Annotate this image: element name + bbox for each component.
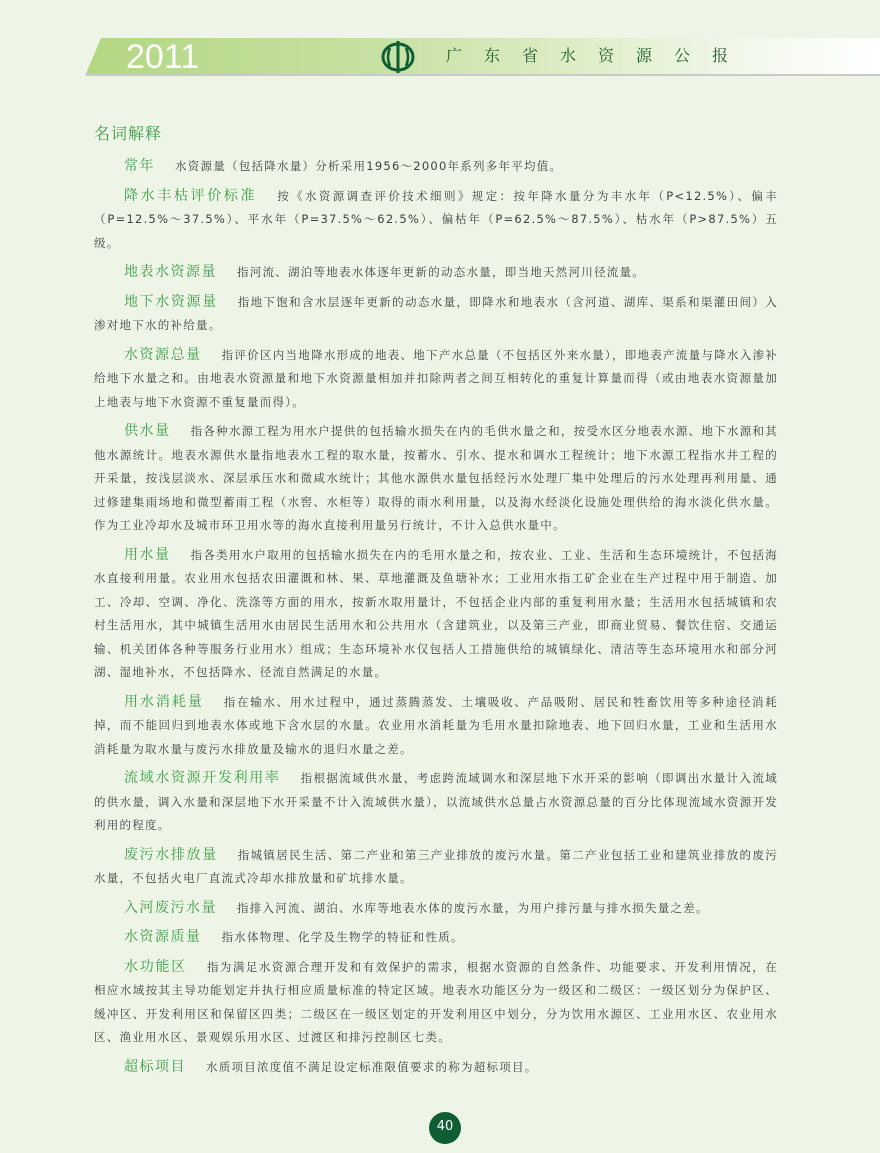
glossary-definition: 指各类用水户取用的包括输水损失在内的毛用水量之和，按农业、工业、生活和生态环境统计，不包括海水直接利用量。农业用水包括农田灌溉和林、果、草地灌溉及鱼塘补水；工业用水指工矿企业在生产过程中用于制造、加工、冷却、空调、净化、洗涤等方面的用水，按新水取用量计，不包括企业内部的重复利用水量；生活用水包括城镇和农村生活用水，其中城镇生活用水由居民生活用水和公共用水（含建筑业，以及第三产业，即商业贸易、餐饮住宿、交通运输、机关团体各种等服务行业用水）组成；生态环境补水仅包括人工措施供给的城镇绿化、清洁等生态环境用水和部分河湖、湿地补水，不包括降水、径流自然满足的水量。 — [94, 547, 778, 679]
glossary-entry — [94, 897, 778, 921]
glossary-entry — [94, 155, 778, 179]
glossary-term: 废污水排放量 — [124, 846, 218, 863]
header-title: 广东省水资源公报 — [446, 46, 751, 65]
glossary-entry — [94, 926, 778, 950]
glossary-entry — [94, 261, 778, 285]
water-resources-logo-icon — [381, 40, 415, 74]
glossary-definition: 指地下饱和含水层逐年更新的动态水量，即降水和地表水（含河道、湖库、渠系和渠灌田间）入渗对地下水的补给量。 — [94, 294, 778, 332]
glossary-entry — [94, 956, 778, 1050]
glossary-entry — [94, 844, 778, 891]
section-title: 名词解释 — [94, 124, 163, 143]
glossary-term: 供水量 — [124, 423, 171, 439]
glossary-definition: 指各种水源工程为用水户提供的包括输水损失在内的毛供水量之和，按受水区分地表水源、地下水源和其他水源统计。地表水源供水量指地表水工程的取水量，按蓄水、引水、提水和调水工程统计；地下水源工程指水井工程的开采量，按浅层淡水、深层承压水和微咸水统计；其他水源供水量包括经污水处理厂集中处理后的污水处理再利用量、通过修建集雨场地和微型蓄雨工程（水窖、水柜等）取得的雨水利用量，以及海水经淡化设施处理供给的海水淡化供水量。作为工业冷却水及城市环卫用水等的海水直接利用量另行统计，不计入总供水量中。 — [94, 424, 778, 532]
glossary-definition: 指为满足水资源合理开发和有效保护的需求，根据水资源的自然条件、功能要求、开发利用情况，在相应水域按其主导功能划定并执行相应质量标准的特定区域。地表水功能区分为一级区和二级区：一级区划分为保护区、缓冲区、开发利用区和保留区四类；二级区在一级区划定的开发利用区中划分，分为饮用水源区、工业用水区、农业用水区、渔业用水区、景观娱乐用水区、过渡区和排污控制区七类。 — [94, 959, 778, 1044]
glossary-term: 流域水资源开发利用率 — [124, 770, 281, 786]
glossary-definition: 按《水资源调查评价技术细则》规定：按年降水量分为丰水年（P<12.5%）、偏丰（P=12.5%～37.5%）、平水年（P=37.5%～62.5%）、偏枯年（P=62.5%～87.5%）、枯水年（P>87.5%）五级。 — [94, 188, 778, 250]
header-year: 2011 — [126, 38, 200, 76]
glossary-term: 常年 — [124, 158, 155, 174]
glossary-term: 超标项目 — [124, 1058, 186, 1075]
page-number: 40 — [429, 1112, 461, 1144]
glossary-term: 入河废污水量 — [124, 899, 217, 916]
glossary-term: 水功能区 — [124, 958, 187, 975]
glossary-entry — [94, 185, 778, 256]
glossary-definition: 指水体物理、化学及生物学的特征和性质。 — [221, 930, 464, 944]
glossary-definition: 指城镇居民生活、第二产业和第三产业排放的废污水量。第二产业包括工业和建筑业排放的废污水量，不包括火电厂直流式冷却水排放量和矿坑排水量。 — [94, 847, 778, 885]
glossary-entry — [94, 767, 778, 838]
glossary-term: 用水消耗量 — [124, 693, 204, 710]
glossary-entry — [94, 291, 778, 338]
glossary-term: 用水量 — [124, 546, 171, 563]
glossary-definition: 指根据流域供水量，考虑跨流域调水和深层地下水开采的影响（即调出水量计入流域的供水量，调入水量和深层地下水开采量不计入流域供水量），以流域供水总量占水资源总量的百分比体现流域水资源开发利用的程度。 — [94, 771, 778, 832]
glossary-term: 水资源总量 — [124, 346, 202, 363]
glossary-entry — [94, 1056, 778, 1080]
glossary-term: 降水丰枯评价标准 — [124, 187, 258, 204]
glossary-term: 地下水资源量 — [124, 293, 218, 310]
glossary-definition: 指在输水、用水过程中，通过蒸腾蒸发、土壤吸收、产品吸附、居民和牲畜饮用等多种途径消耗掉，而不能回归到地表水体或地下含水层的水量。农业用水消耗量为毛用水量扣除地表、地下回归水量，工业和生活用水消耗量为取水量与废污水排放量及输水的退归水量之差。 — [94, 694, 779, 756]
glossary-entry — [94, 544, 778, 685]
glossary-definition: 水质项目浓度值不满足设定标准限值要求的称为超标项目。 — [206, 1059, 538, 1074]
glossary-definition: 水资源量（包括降水量）分析采用1956～2000年系列多年平均值。 — [175, 159, 563, 173]
glossary-term: 水资源质量 — [124, 929, 202, 945]
glossary-list — [94, 155, 778, 1085]
glossary-definition: 指河流、湖泊等地表水体逐年更新的动态水量，即当地天然河川径流量。 — [237, 265, 645, 279]
glossary-term: 地表水资源量 — [124, 264, 217, 280]
glossary-definition: 指排入河流、湖泊、水库等地表水体的废污水量，为用户排污量与排水损失量之差。 — [237, 900, 709, 915]
glossary-entry — [94, 420, 778, 538]
glossary-entry — [94, 691, 778, 762]
glossary-definition: 指评价区内当地降水形成的地表、地下产水总量（不包括区外来水量），即地表产流量与降水入渗补给地下水量之和。由地表水资源量和地下水资源量相加并扣除两者之间互相转化的重复计算量而得（或由地表水资源量加上地表与地下水资源不重复量而得）。 — [94, 347, 779, 409]
glossary-entry — [94, 344, 778, 415]
